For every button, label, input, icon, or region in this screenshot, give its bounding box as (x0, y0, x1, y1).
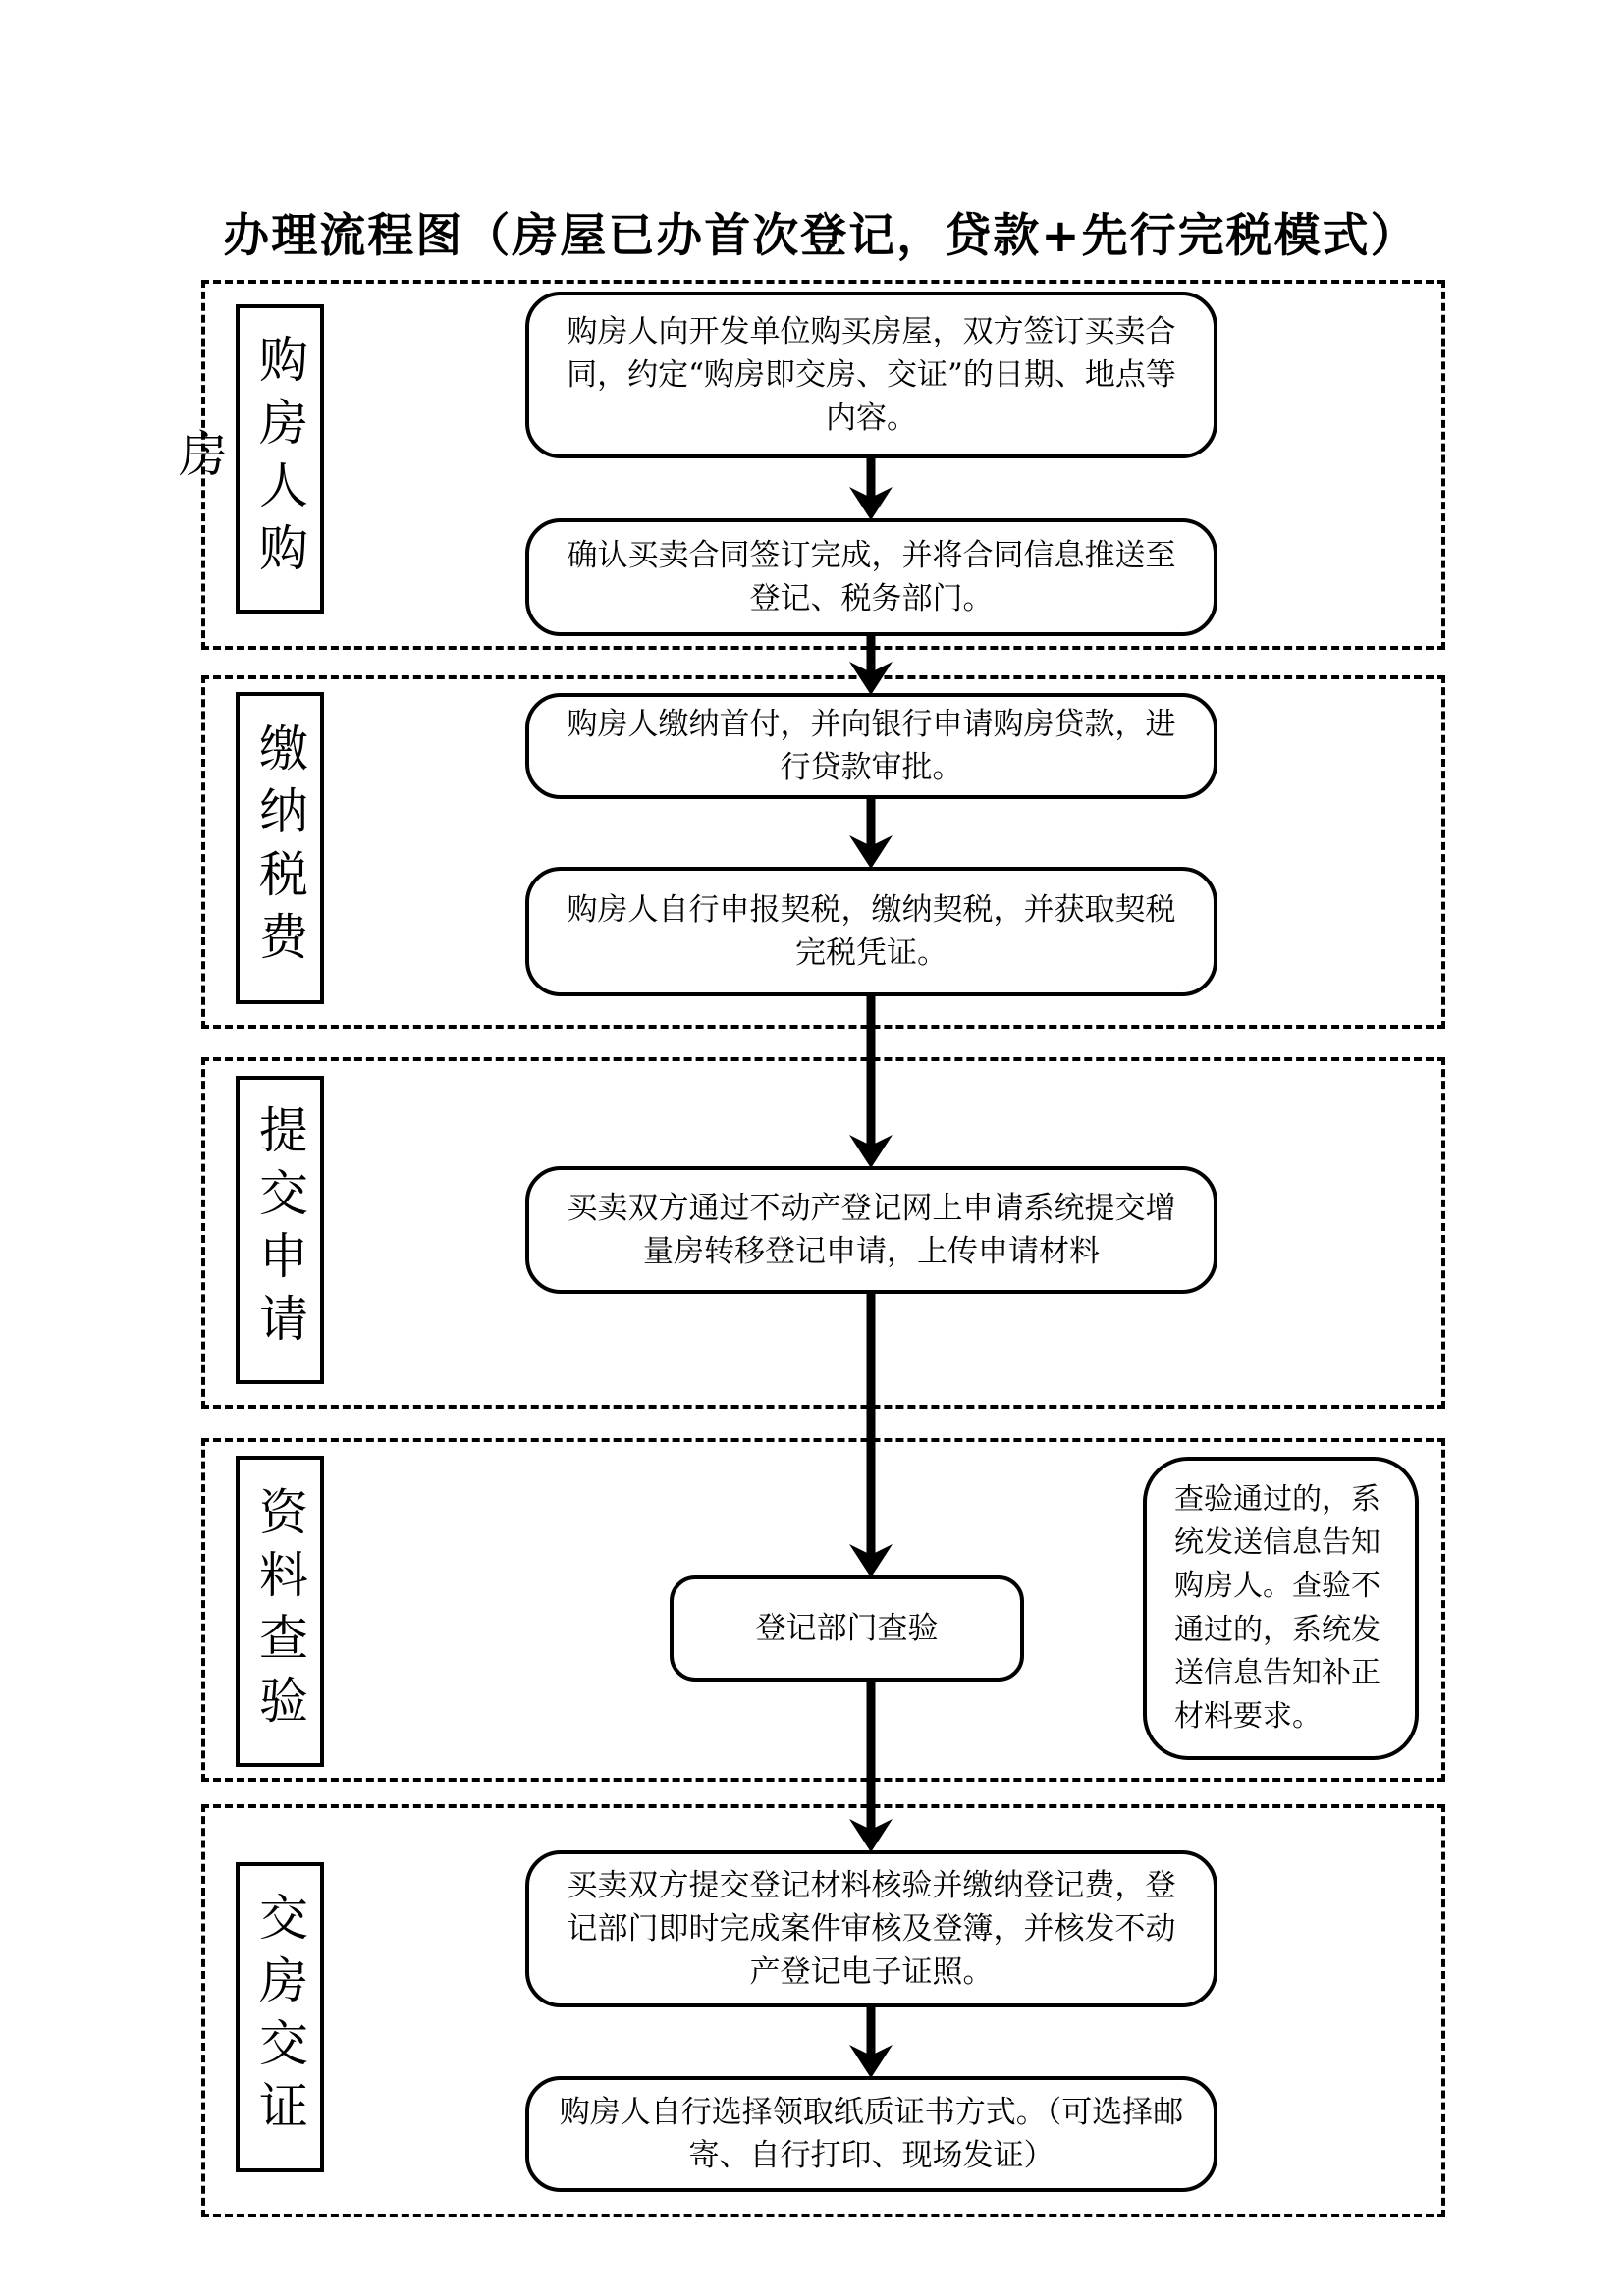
down-arrow-icon (849, 632, 893, 695)
flow-box-declare-deed-tax: 购房人自行申报契税，缴纳契税，并获取契税完税凭证。 (525, 867, 1217, 996)
page-title: 办理流程图（房屋已办首次登记，贷款+先行完税模式） (223, 209, 1419, 263)
stage-5-label: 交房交证 (236, 1862, 324, 2172)
stage-4-label: 资料查验 (236, 1456, 324, 1767)
note-box-check-result: 查验通过的，系统发送信息告知购房人。查验不通过的，系统发送信息告知补正材料要求。 (1143, 1457, 1419, 1760)
down-arrow-icon (849, 454, 893, 520)
flow-box-confirm-contract: 确认买卖合同签订完成，并将合同信息推送至登记、税务部门。 (525, 518, 1217, 636)
flow-box-sign-contract: 购房人向开发单位购买房屋，双方签订买卖合同，约定“购房即交房、交证”的日期、地点等内容。 (525, 292, 1217, 458)
flow-box-certificate-pickup: 购房人自行选择领取纸质证书方式。（可选择邮寄、自行打印、现场发证） (525, 2076, 1217, 2192)
stage-3-label: 提交申请 (236, 1076, 324, 1384)
down-arrow-icon (849, 1678, 893, 1852)
flow-box-registration-check: 登记部门查验 (670, 1575, 1024, 1682)
flow-box-pay-downpayment-loan: 购房人缴纳首付，并向银行申请购房贷款，进行贷款审批。 (525, 693, 1217, 799)
down-arrow-icon (849, 795, 893, 869)
stage-2-label: 缴纳税费 (236, 692, 324, 1004)
down-arrow-icon (849, 1290, 893, 1577)
flow-box-submit-application: 买卖双方通过不动产登记网上申请系统提交增量房转移登记申请，上传申请材料 (525, 1166, 1217, 1294)
stage-1-label: 购房人购房 (236, 304, 324, 614)
flow-box-fee-review-register: 买卖双方提交登记材料核验并缴纳登记费，登记部门即时完成案件审核及登簿，并核发不动产登记电子证照。 (525, 1850, 1217, 2007)
down-arrow-icon (849, 2003, 893, 2078)
down-arrow-icon (849, 992, 893, 1168)
